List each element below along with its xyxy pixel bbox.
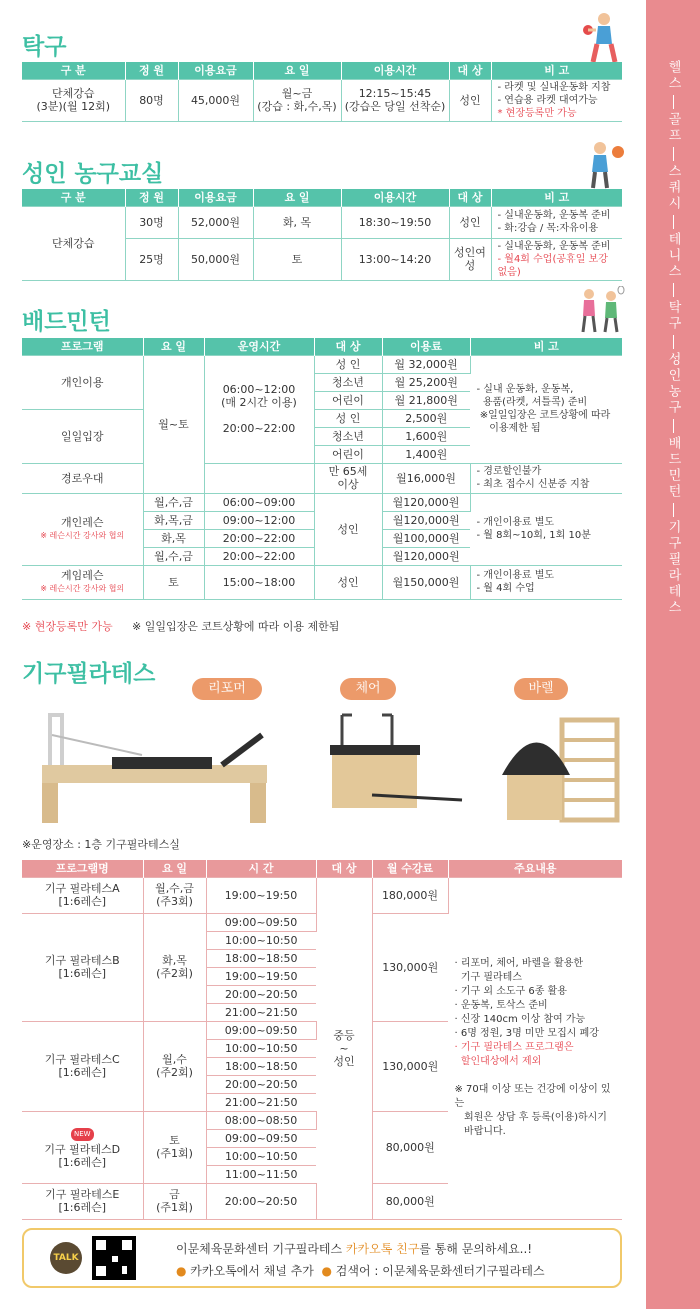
cell-time: 20:00~20:50 [206,1075,316,1093]
cell-time: 21:00~21:50 [206,1003,316,1021]
cell-days: 월,수,금 [143,547,204,565]
tabletennis-player-icon [582,10,622,68]
cell-time: 19:00~19:50 [206,967,316,985]
cell-program-name: 기구 필라테스B [1:6레슨] [22,913,143,1021]
cell-target: 성인여성 [449,238,491,280]
sidebar-item: 배드민턴 [665,436,681,500]
cell-hours: 06:00~09:00 [204,493,314,511]
cell-target: 청소년 [314,427,382,445]
cell-days: 화, 목 [253,206,341,238]
cell-target: 어린이 [314,391,382,409]
cell-capacity: 30명 [125,206,178,238]
kakao-talk-icon: TALK [50,1242,82,1274]
cell-time: 12:15~15:45 (강습은 당일 선착순) [341,79,449,121]
footnote-daily: ※ 일일입장은 코트상황에 따라 이용 제한됨 [132,620,340,633]
cell-days: 금 (주1회) [143,1183,206,1219]
cell-fee: 월120,000원 [382,511,470,529]
cell-main-content: · 리포머, 체어, 바렐을 활용한 기구 필라테스 · 기구 외 소도구 6종 활용 · 운동복, 토삭스 준비 · 신장 140cm 이상 참여 가능 · 6명 정원, 3명 미만 모집시 폐강 · 기구 필라테스 프로그램은 할인대상에서 제외 ※ 70대 이상 또는 건강에 이상이 있는 회원은 상담 후 등록(이용)하시기 바랍니다. [448,877,622,1219]
cell-capacity: 25명 [125,238,178,280]
cell-days: 토 [143,565,204,599]
sidebar-item: 테니스 [665,232,681,280]
cell-time: 09:00~09:50 [206,913,316,931]
cell-note: - 경로할인불가 - 최초 접수시 신분증 지참 [470,463,622,493]
cell-fee: 130,000원 [372,1021,448,1111]
section-title-pilates: 기구필라테스 [22,661,156,687]
cell-note: - 실내운동화, 운동복 준비 - 월4회 수업(공휴일 보강 없음) [491,238,622,280]
kakao-line1: 이문체육문화센터 기구필라테스 카카오톡 친구를 통해 문의하세요..! [176,1242,533,1256]
basketball-player-icon [584,140,624,190]
label-barrel: 바렐 [514,678,568,700]
cell-days: 월,수 (주2회) [143,1021,206,1111]
cell-fee: 월120,000원 [382,493,470,511]
sidebar-divider [673,503,674,517]
th: 대 상 [449,189,491,206]
cell-days: 월,수,금 [143,493,204,511]
footnote-onsite: ※ 현장등록만 가능 [22,620,113,633]
reformer-image [22,705,282,835]
cell-fee: 1,400원 [382,445,470,463]
cell-division: 단체강습 [22,206,125,280]
cell-target: 어린이 [314,445,382,463]
cell-note: - 실내 운동화, 운동복, 용품(라켓, 셔틀콕) 준비 ※일일입장은 코트상황에 따라 이용제한 됨 [470,355,622,463]
cell-fee: 80,000원 [372,1111,448,1183]
section-title-tabletennis: 탁구 [22,34,67,60]
cell-time: 19:00~19:50 [206,877,316,913]
cell-time: 21:00~21:50 [206,1093,316,1111]
cell-program-name: 기구 필라테스E [1:6레슨] [22,1183,143,1219]
th: 비 고 [491,189,622,206]
th: 대 상 [316,860,372,877]
th: 프로그램 [22,338,143,355]
cell-hours: 20:00~22:00 [204,547,314,565]
cell-fee: 월 25,200원 [382,373,470,391]
cell-program: 개인레슨 ※ 레슨시간 강사와 협의 [22,493,143,565]
cell-time: 18:30~19:50 [341,206,449,238]
th: 요 일 [143,338,204,355]
cell-time: 18:00~18:50 [206,1057,316,1075]
label-chair: 체어 [340,678,396,700]
cell-time: 08:00~08:50 [206,1111,316,1129]
cell-days: 화,목,금 [143,511,204,529]
cell-fee: 월 21,800원 [382,391,470,409]
cell-target: 성인 [314,493,382,565]
basketball-table [22,189,622,281]
th: 비 고 [491,62,622,79]
th: 요 일 [253,189,341,206]
sidebar-item: 기구필라테스 [665,520,681,616]
sidebar-divider [673,419,674,433]
cell-target: 성인 [314,565,382,599]
barrel-image [492,705,622,835]
th: 요 일 [253,62,341,79]
cell-fee: 월150,000원 [382,565,470,599]
th: 이용요금 [178,62,253,79]
cell-hours: 09:00~12:00 [204,511,314,529]
kakao-line2: ● 카카오톡에서 채널 추가 ● 검색어 : 이문체육문화센터기구필라테스 [176,1264,545,1278]
cell-capacity: 80명 [125,79,178,121]
qr-code-icon [92,1236,136,1280]
th: 요 일 [143,860,206,877]
cell-program: 게임레슨 ※ 레슨시간 강사와 협의 [22,565,143,599]
cell-fee: 130,000원 [372,913,448,1021]
cell-days: 토 (주1회) [143,1111,206,1183]
cell-fee: 월100,000원 [382,529,470,547]
sidebar-item: 탁구 [665,300,681,332]
sidebar-item: 헬스 [665,60,681,92]
chair-image [312,705,472,835]
cell-time: 13:00~14:20 [341,238,449,280]
badminton-players-icon [577,286,625,336]
cell-time: 10:00~10:50 [206,1039,316,1057]
sidebar-nav [646,0,700,1309]
cell-note: - 개인이용료 별도 - 월 4회 수업 [470,565,622,599]
cell-time: 20:00~20:50 [206,1183,316,1219]
cell-time: 10:00~10:50 [206,931,316,949]
sidebar-divider [673,215,674,229]
cell-hours: 15:00~18:00 [204,565,314,599]
new-badge: NEW [71,1128,94,1141]
section-title-basketball: 성인 농구교실 [22,161,164,187]
cell-fee: 52,000원 [178,206,253,238]
cell-fee: 1,600원 [382,427,470,445]
cell-days: 화,목 [143,529,204,547]
cell-program: 일일입장 [22,409,143,463]
cell-fee: 45,000원 [178,79,253,121]
cell-time: 09:00~09:50 [206,1129,316,1147]
cell-days: 화,목 (주2회) [143,913,206,1021]
cell-program-name: NEW 기구 필라테스D [1:6레슨] [22,1111,143,1183]
cell-note: - 실내운동화, 운동복 준비 - 화:강습 / 목:자유이용 [491,206,622,238]
sidebar-item: 스쿼시 [665,164,681,212]
cell-target: 성 인 [314,355,382,373]
cell-hours [204,463,314,493]
cell-target: 중등 ~ 성인 [316,877,372,1219]
pilates-table [22,860,622,1220]
sidebar-item: 골프 [665,112,681,144]
th: 주요내용 [448,860,622,877]
cell-target: 성 인 [314,409,382,427]
th: 대 상 [314,338,382,355]
cell-fee: 월16,000원 [382,463,470,493]
cell-time: 09:00~09:50 [206,1021,316,1039]
cell-target: 성인 [449,206,491,238]
cell-note: - 라켓 및 실내운동화 지참 - 연습용 라켓 대여가능 * 현장등록만 가능 [491,79,622,121]
cell-fee: 월120,000원 [382,547,470,565]
th: 정 원 [125,62,178,79]
th: 비 고 [470,338,622,355]
label-reformer: 리포머 [192,678,262,700]
section-title-badminton: 배드민턴 [22,309,111,335]
cell-fee: 월 32,000원 [382,355,470,373]
th: 월 수강료 [372,860,448,877]
cell-program: 개인이용 [22,355,143,409]
th: 운영시간 [204,338,314,355]
pilates-location: ※운영장소 : 1층 기구필라테스실 [22,838,180,851]
th: 대 상 [449,62,491,79]
cell-program: 경로우대 [22,463,143,493]
th: 구 분 [22,62,125,79]
kakao-banner [22,1228,622,1288]
sidebar-divider [673,95,674,109]
cell-days: 월~토 [143,355,204,493]
sidebar-divider [673,283,674,297]
cell-note: - 개인이용료 별도 - 월 8회~10회, 1회 10분 [470,493,622,565]
cell-fee: 180,000원 [372,877,448,913]
th: 이용요금 [178,189,253,206]
th: 정 원 [125,189,178,206]
cell-fee: 80,000원 [372,1183,448,1219]
cell-hours: 20:00~22:00 [204,529,314,547]
cell-time: 18:00~18:50 [206,949,316,967]
cell-program-name: 기구 필라테스C [1:6레슨] [22,1021,143,1111]
cell-program-name: 기구 필라테스A [1:6레슨] [22,877,143,913]
cell-fee: 2,500원 [382,409,470,427]
cell-days: 월,수,금 (주3회) [143,877,206,913]
cell-hours: 06:00~12:00 (매 2시간 이용) 20:00~22:00 [204,355,314,463]
cell-time: 20:00~20:50 [206,985,316,1003]
th: 구 분 [22,189,125,206]
cell-days: 토 [253,238,341,280]
cell-division: 단체강습 (3분)(월 12회) [22,79,125,121]
cell-fee: 50,000원 [178,238,253,280]
tabletennis-table [22,62,622,122]
badminton-table [22,338,622,600]
sidebar-divider [673,335,674,349]
cell-target: 성인 [449,79,491,121]
th: 이용료 [382,338,470,355]
cell-time: 11:00~11:50 [206,1165,316,1183]
cell-time: 10:00~10:50 [206,1147,316,1165]
th: 이용시간 [341,189,449,206]
th: 이용시간 [341,62,449,79]
th: 프로그램명 [22,860,143,877]
th: 시 간 [206,860,316,877]
cell-days: 월~금 (강습 : 화,수,목) [253,79,341,121]
cell-target: 청소년 [314,373,382,391]
sidebar-divider [673,147,674,161]
cell-target: 만 65세 이상 [314,463,382,493]
sidebar-item: 성인농구 [665,352,681,416]
